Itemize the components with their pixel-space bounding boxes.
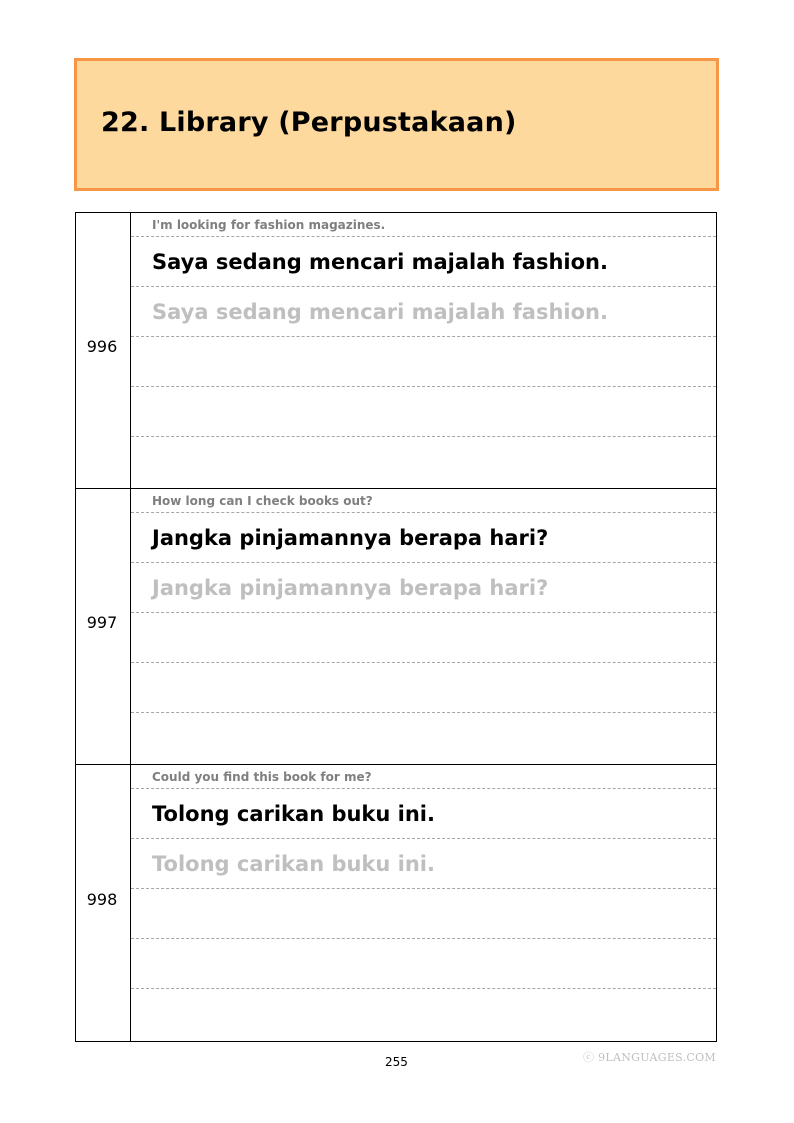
entry-number-cell: [75, 489, 131, 764]
blank-writing-line[interactable]: [131, 613, 716, 663]
target-row: [131, 789, 716, 839]
target-row: [131, 237, 716, 287]
title-banner: [74, 58, 719, 191]
trace-row: [131, 287, 716, 337]
trace-sentence: Tolong carikan buku ini.: [152, 851, 435, 876]
entry-number: 997: [86, 613, 118, 632]
blank-writing-line[interactable]: [131, 387, 716, 437]
trace-sentence: Saya sedang mencari majalah fashion.: [152, 299, 608, 324]
practice-sheet: [75, 212, 717, 1042]
entry-number: 998: [86, 889, 118, 909]
blank-writing-line[interactable]: [131, 939, 716, 989]
page-number: 255: [385, 1055, 408, 1069]
blank-writing-line[interactable]: [131, 663, 716, 713]
trace-row: [131, 563, 716, 613]
entry-number-cell: [75, 765, 131, 1041]
writing-lines: [131, 765, 717, 1041]
english-row: [131, 489, 716, 513]
english-sentence: How long can I check books out?: [152, 493, 373, 508]
page-title: 22. Library (Perpustakaan): [101, 107, 517, 138]
trace-row: [131, 839, 716, 889]
blank-writing-line[interactable]: [131, 337, 716, 387]
entry-number: 996: [86, 337, 118, 356]
target-sentence: Saya sedang mencari majalah fashion.: [152, 249, 608, 274]
writing-lines: [131, 213, 717, 488]
trace-sentence: Jangka pinjamannya berapa hari?: [152, 575, 549, 600]
blank-writing-line[interactable]: [131, 889, 716, 939]
copyright-notice: ⓒ 9LANGUAGES.COM: [583, 1051, 716, 1064]
english-sentence: I'm looking for fashion magazines.: [152, 217, 386, 232]
entry-number-cell: [75, 213, 131, 488]
blank-writing-line[interactable]: [131, 989, 716, 1039]
english-row: [131, 213, 716, 237]
english-sentence: Could you find this book for me?: [152, 769, 372, 784]
sentence-entry: [75, 489, 717, 765]
target-sentence: Tolong carikan buku ini.: [152, 801, 435, 826]
sentence-entry: [75, 213, 717, 489]
blank-writing-line[interactable]: [131, 713, 716, 763]
blank-writing-line[interactable]: [131, 437, 716, 487]
target-row: [131, 513, 716, 563]
sentence-entry: [75, 765, 717, 1041]
target-sentence: Jangka pinjamannya berapa hari?: [152, 525, 549, 550]
english-row: [131, 765, 716, 789]
writing-lines: [131, 489, 717, 764]
